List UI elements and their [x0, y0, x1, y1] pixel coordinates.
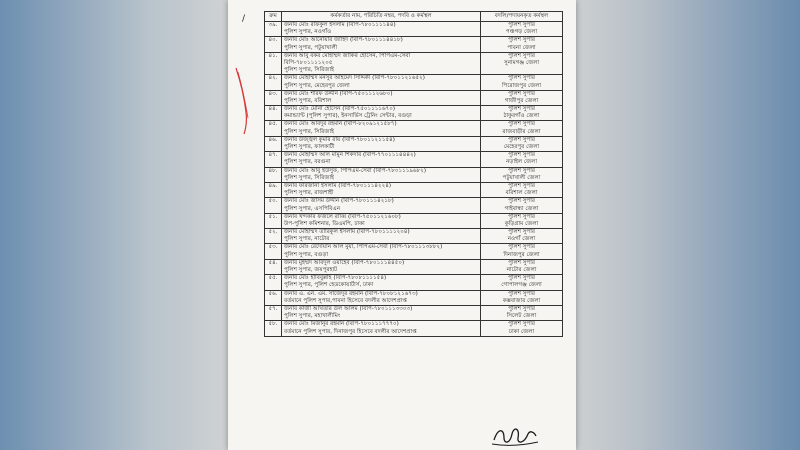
row-number — [265, 75, 282, 90]
row-number — [265, 259, 282, 274]
row-number — [265, 90, 282, 105]
new-posting-line: পুলিশ সুপার — [508, 106, 535, 113]
new-posting-line: মেহেরপুর জেলা — [503, 144, 540, 150]
new-posting-line: ঠাকুরগাঁও জেলা — [503, 113, 540, 120]
new-posting-line: পুলিশ সুপার — [508, 259, 535, 266]
new-posting-line: গাজীপুর জেলা — [504, 97, 539, 104]
new-posting-line: পুলিশ সুপার — [508, 22, 535, 28]
row-number-line: ৫৮. — [268, 321, 278, 328]
officer-details — [282, 167, 481, 182]
row-number — [265, 182, 282, 197]
officer-details — [282, 198, 481, 213]
officer-details — [282, 275, 481, 290]
row-number-line: ৪৫. — [268, 121, 278, 128]
new-posting-line: রাজবাড়ীর জেলা — [502, 128, 541, 135]
new-posting-line: পটুয়াখালী জেলা — [502, 174, 541, 181]
row-number-line: ৪১. — [268, 52, 278, 59]
new-posting-line: গোপালগঞ্জ জেলা — [501, 282, 542, 289]
officer-details-line: জনাব মোহাম্মদ মনসুর আহমেদ সিদ্দিকী (বিপি-৭৮০১১২১৬৫২) — [284, 75, 425, 82]
table-row — [265, 75, 563, 90]
new-posting — [481, 213, 563, 228]
row-number-line: ৫৩. — [268, 244, 278, 251]
officer-details-line: পুলিশ সুপার, জয়পুরহাট — [284, 267, 338, 273]
officer-details-line: পুলিশ সুপার, মহাখালীমিং — [284, 313, 341, 320]
new-posting-line: পুলিশ সুপার — [508, 152, 535, 159]
row-number — [265, 290, 282, 305]
officer-details — [282, 75, 481, 90]
new-posting — [481, 198, 563, 213]
new-posting — [481, 229, 563, 244]
officer-details — [282, 305, 481, 320]
row-number — [265, 136, 282, 151]
officer-details-line: বর্তমানে পুলিশ সুপার,পাবনা হিসেবে বদলীর আদেশপ্রাপ্ত — [284, 297, 408, 304]
new-posting — [481, 321, 563, 336]
new-posting — [481, 305, 563, 320]
new-posting-line: পুলিশ সুপার — [508, 75, 535, 82]
new-posting-line: বরিশাল জেলা — [505, 190, 538, 197]
officer-details-line: পুলিশ সুপার, পুলিশ হেডকোয়ার্টার্স, ঢাকা — [284, 282, 374, 289]
officer-details-line: পুলিশ সুপার, রাজশাহী — [284, 190, 334, 197]
row-number-line: ৪৮. — [268, 167, 278, 174]
officer-details-line: পুলিশ সুপার, ফালকাটী — [284, 144, 335, 150]
new-posting — [481, 136, 563, 151]
officer-details — [282, 244, 481, 259]
table-row — [265, 305, 563, 320]
new-posting — [481, 167, 563, 182]
officer-details-line: পুলিশ সুপার, সিরিজাই — [284, 67, 334, 74]
new-posting — [481, 152, 563, 167]
row-number-line: ৫৬. — [268, 290, 278, 297]
new-posting — [481, 106, 563, 121]
row-number — [265, 152, 282, 167]
new-posting — [481, 75, 563, 90]
new-posting-line: পুলিশ সুপার — [508, 229, 535, 236]
new-posting — [481, 37, 563, 52]
new-posting-line: পুলিশ সুপার — [508, 275, 535, 282]
new-posting-line: পুলিশ সুপার — [508, 213, 535, 220]
row-number-line: ৪২. — [268, 75, 278, 82]
new-posting-line: ঢাকা জেলা — [508, 328, 535, 335]
row-number — [265, 121, 282, 136]
officer-details — [282, 290, 481, 305]
officer-details — [282, 121, 481, 136]
table-row — [265, 121, 563, 136]
new-posting-line: পঞ্চগড় জেলা — [505, 29, 538, 36]
new-posting — [481, 121, 563, 136]
officer-details-line: জনাব মোঃ মোনা হোসেন (বিপি-৭৫০১১১১৬৭০) — [284, 106, 396, 113]
new-posting-line: সুনামগঞ্জ জেলা — [503, 59, 540, 66]
table-row — [265, 213, 563, 228]
new-posting — [481, 182, 563, 197]
officer-details-line: জনাব মোহাম্মদ তারিকুল ইসলাম (বিপি-৭৮০১১১১২০৪) — [284, 229, 410, 236]
row-number — [265, 167, 282, 182]
row-number-line: ৪৪. — [268, 106, 278, 113]
officer-details-line: জনাব মোহাম্মদ আল মামুন শিকদার (বিপি-৭৭০১১১৪৪৪২) — [284, 152, 416, 159]
new-posting-line: পুলিশ সুপার — [508, 37, 535, 44]
officer-details-line: পুলিশ সুপার, বগুড়া — [284, 251, 329, 258]
row-number-line: ৩৯. — [268, 22, 278, 28]
officer-details — [282, 229, 481, 244]
officer-details-line: পুলিশ সুপার, নাটোর — [284, 236, 330, 243]
new-posting-line: পুলিশ সুপার — [508, 290, 535, 297]
officer-details-line: জনাব মুহম্মদ আবদুল ওয়াহেব (বিপি-৭৮০১১১৪৪৫০) — [284, 259, 405, 266]
table-row — [265, 52, 563, 75]
new-posting-line: পুলিশ সুপার — [508, 136, 535, 143]
row-number — [265, 198, 282, 213]
officer-details-line: পুলিশ সুপার, বরগুনা — [284, 159, 331, 166]
table-row — [265, 321, 563, 336]
table-row — [265, 106, 563, 121]
table-row — [265, 37, 563, 52]
new-posting-line: গাইবান্ধা জেলা — [504, 205, 539, 212]
officer-details-line: পুলিশ সুপার, এসপিবিএন — [284, 205, 341, 212]
roster-body — [265, 22, 563, 337]
row-number-line: ৪৩. — [268, 90, 278, 97]
row-number — [265, 37, 282, 52]
officer-details-line: পুলিশ সুপার, সিরিজাই — [284, 174, 334, 181]
officer-details — [282, 152, 481, 167]
row-number-line: ৪৬. — [268, 136, 278, 143]
table-row — [265, 290, 563, 305]
officer-details — [282, 22, 481, 37]
row-number — [265, 244, 282, 259]
row-number-line: ৫১. — [268, 213, 278, 220]
new-posting — [481, 259, 563, 274]
new-posting — [481, 22, 563, 37]
officer-details — [282, 37, 481, 52]
new-posting — [481, 275, 563, 290]
header-name: কর্মকর্তার নাম, পরিচিতি নম্বর, পদবি ও কর্মস্থল — [282, 12, 481, 22]
officer-details-line: পুলিশ সুপার, মেহেরপুর জেলা — [284, 82, 350, 89]
page-mark: / — [242, 14, 246, 24]
officer-details-line: জনাব মোঃ আবদুর রহমান (বিপি-৮২০৯১২১৫৮৭) — [284, 121, 397, 128]
officer-details-line: পুলিশ সুপার, নওগাঁও — [284, 29, 332, 36]
row-number-line: ৪৭. — [268, 152, 278, 159]
officer-details-line: জনাব মোঃ আবু ইউসুফ, পিপিএম-সেবা (বিপি-৭৮০১১১৯৬৮২) — [284, 167, 427, 174]
officer-details-line: জনাব মোঃ রেদোয়ান আল মুয়া, পিপিএম-সেবা (বিপি-৭৮০১১১৩৮৮২) — [284, 244, 443, 251]
new-posting-line: পুলিশ সুপার — [508, 321, 535, 328]
officer-roster-table — [264, 11, 563, 337]
new-posting-line: কক্সবাজার জেলা — [502, 297, 541, 304]
table-row — [265, 90, 563, 105]
officer-details — [282, 106, 481, 121]
row-number-line: ৫৭. — [268, 305, 278, 312]
new-posting — [481, 90, 563, 105]
new-posting-line: নওগাঁ জেলা — [507, 236, 536, 243]
table-row — [265, 198, 563, 213]
row-number-line: ৪০. — [268, 37, 278, 44]
new-posting-line: পুলিশ সুপার — [508, 167, 535, 174]
officer-details-line: পুলিশ সুপার, সিরিজাই — [284, 128, 334, 135]
officer-details-line: বিপি-৭৮০১১১১২০৫ — [284, 59, 333, 66]
officer-details-line: জনাব কাজী আখতার উল আলম (বিপি-৭৮০১১১৩৩০৩) — [284, 305, 413, 312]
row-number — [265, 22, 282, 37]
officer-details-line: পুলিশ সুপার, বরিশাল — [284, 97, 332, 104]
officer-details — [282, 90, 481, 105]
new-posting-line: পুলিশ সুপার — [508, 305, 535, 312]
officer-details-line: জনাব মোঃ আনোয়ার জাহিদ (বিপি-৭৮০১১১৪৪১৮) — [284, 37, 403, 44]
officer-details-line: কমান্ড্যান্ট (পুলিশ সুপার), ইনসার্ভিস ট্রেনিং সেন্টার, বগুড়া — [284, 113, 412, 120]
new-posting-line: পাবনা জেলা — [507, 44, 536, 51]
table-row — [265, 275, 563, 290]
officer-details-line: জনাব এ. এন. এম. সাজেদুর রহমান (বিপি-৭৮০৮১২১৬৭৩) — [284, 290, 418, 297]
table-row — [265, 244, 563, 259]
officer-details — [282, 259, 481, 274]
new-posting — [481, 52, 563, 75]
row-number-line: ৫২. — [268, 229, 278, 236]
officer-details-line: জনাব মোঃ হাবিবুল্লাহ (বিপি-৭৮০৮১১১১৫৪) — [284, 275, 387, 282]
officer-details-line: উপ-পুলিশ কমিশনার, ডিএমপি, ঢাকা — [284, 220, 365, 227]
row-number — [265, 213, 282, 228]
row-number — [265, 106, 282, 121]
row-number-line: ৪৯. — [268, 182, 278, 189]
row-number-line: ৫০. — [268, 198, 278, 205]
table-row — [265, 167, 563, 182]
table-row — [265, 259, 563, 274]
officer-details-line: জনাব মোঃ মিজানুর রহমান (বিপি-৭৮০১১১৭৭৭০) — [284, 321, 399, 328]
red-pen-mark — [228, 0, 268, 140]
officer-details-line: পুলিশ সুপার, পটুয়াখালী — [284, 44, 338, 51]
officer-details-line: বর্তমানে পুলিশ সুপার, দিনাজপুর হিসেবে বদলীর আদেশপ্রাপ্ত — [284, 328, 417, 335]
new-posting-line: সিলেট জেলা — [506, 313, 537, 320]
row-number — [265, 305, 282, 320]
new-posting-line: দিনাজপুর জেলা — [503, 251, 540, 258]
officer-details-line: জনাব ফারজানা ইসলাম (বিপি-৭৮০১১১৪২২৪) — [284, 182, 392, 189]
table-row — [265, 229, 563, 244]
new-posting-line: পুলিশ সুপার — [508, 52, 535, 59]
new-posting-line: কুড়িগ্রাম জেলা — [504, 220, 539, 227]
table-row — [265, 22, 563, 37]
new-posting-line: নড়াইল জেলা — [506, 159, 537, 166]
officer-details — [282, 213, 481, 228]
new-posting-line: পুলিশ সুপার — [508, 182, 535, 189]
new-posting-line: পুলিশ সুপার — [508, 121, 535, 128]
new-posting-line: পুলিশ সুপার — [508, 90, 535, 97]
officer-details — [282, 321, 481, 336]
officer-details-line: জনাব খন্দকার ফজলে রাব্বি (বিপি-৭৫০১১২১৬০৮) — [284, 213, 401, 220]
new-posting — [481, 290, 563, 305]
new-posting — [481, 244, 563, 259]
officer-details-line: জনাব মোঃ জসিম উদ্দীন (বিপি-৭৮০১১১৪২১৮) — [284, 198, 394, 205]
officer-details-line: জনাব আবু বকর মোহাম্মদ জাকির হোসেন, পিপিএম-সেবা — [284, 52, 411, 59]
header-posting: বদলি/পদায়নকৃত কর্মস্থল — [481, 12, 563, 22]
officer-details-line: জনাব উজ্জ্বল কুমার রায় (বিপি-৭৮০১১২১১৫৪) — [284, 136, 395, 143]
row-number-line: ৫৫. — [268, 275, 278, 282]
officer-details — [282, 52, 481, 75]
header-no: ক্রম — [265, 12, 282, 22]
table-row — [265, 152, 563, 167]
new-posting-line: নাটোর জেলা — [506, 267, 537, 273]
table-row — [265, 182, 563, 197]
row-number — [265, 275, 282, 290]
new-posting-line: পিরোজপুর জেলা — [501, 82, 542, 89]
new-posting-line: পুলিশ সুপার — [508, 244, 535, 251]
officer-details — [282, 136, 481, 151]
document-page — [228, 0, 576, 450]
row-number — [265, 321, 282, 336]
row-number — [265, 229, 282, 244]
officer-details — [282, 182, 481, 197]
signature — [490, 422, 540, 448]
officer-details-line: জনাব মোঃ রফিকুল ইসলাম (বিপি-৭৮০১১১১৪৪) — [284, 22, 396, 28]
row-number — [265, 52, 282, 75]
row-number-line: ৫৪. — [268, 259, 278, 266]
header-row — [265, 12, 563, 22]
new-posting-line: পুলিশ সুপার — [508, 198, 535, 205]
officer-details-line: জনাব মোঃ শরিফ উদ্দীন (বিপি-৭৫০১১১২৬৮০) — [284, 90, 393, 97]
table-row — [265, 136, 563, 151]
